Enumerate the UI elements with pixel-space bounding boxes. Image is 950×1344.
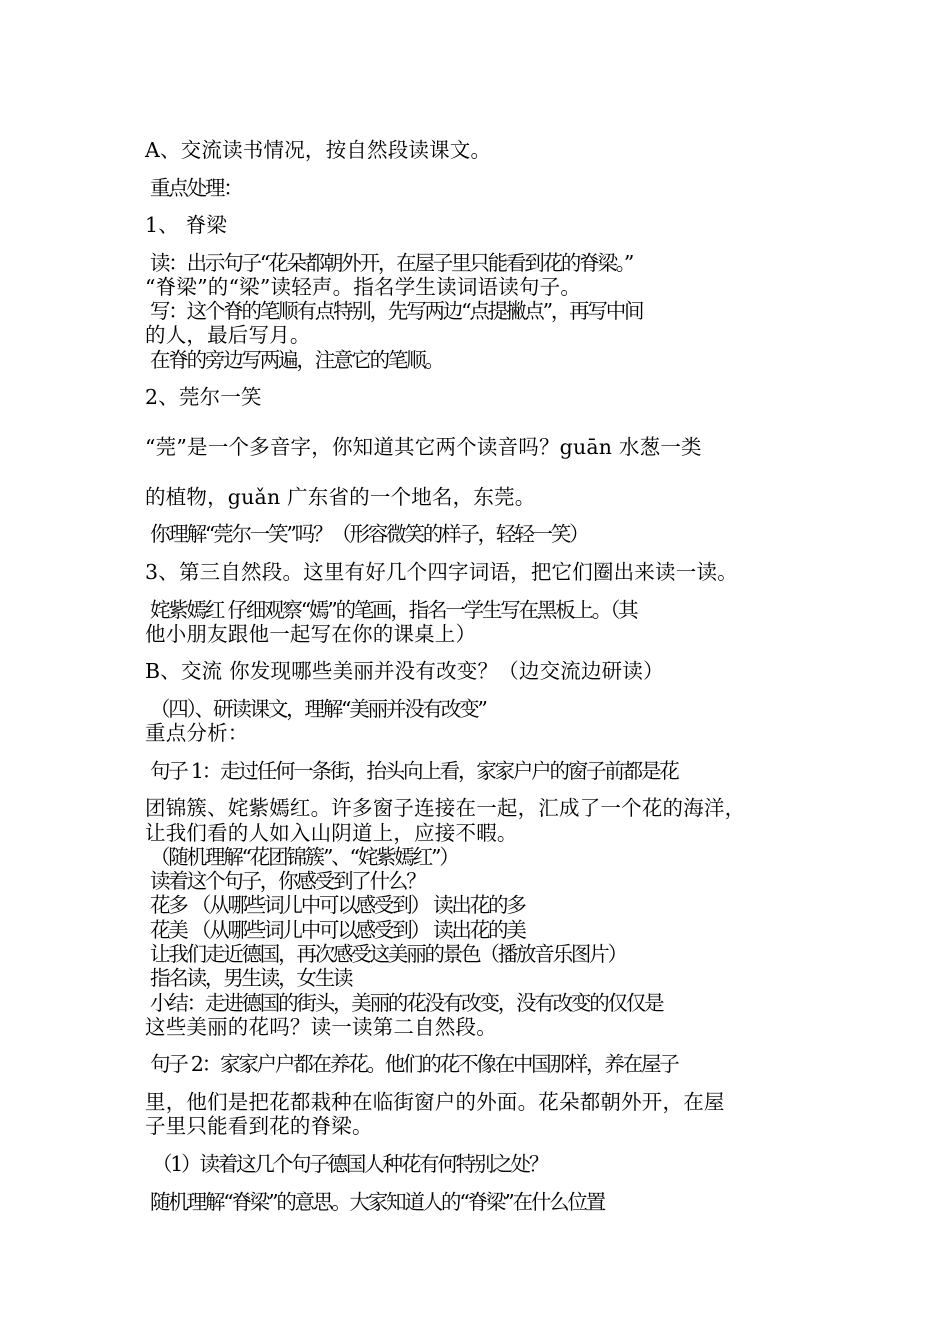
text-line: B、交流 你发现哪些美丽并没有改变？（边交流边研读） [145, 659, 664, 683]
text-line: 这些美丽的花吗？读一读第二自然段。 [145, 1015, 497, 1039]
text-line: “莞”是一个多音字，你知道其它两个读音吗？guān 水葱一类 [145, 435, 702, 459]
text-line: （随机理解“花团锦簇”、“姹紫嫣红”） [150, 845, 458, 869]
text-line: 1、 脊梁 [145, 213, 228, 237]
text-line: 小结：走进德国的街头，美丽的花没有改变，没有改变的仅仅是 [150, 991, 663, 1015]
text-line: 让我们走近德国，再次感受这美丽的景色（播放音乐图片） [150, 942, 626, 966]
text-line: A、交流读书情况，按自然段读课文。 [145, 138, 492, 162]
text-line: 花美 （从哪些词儿中可以感受到） 读出花的美 [150, 918, 525, 942]
text-line: 团锦簇、姹紫嫣红。许多窗子连接在一起，汇成了一个花的海洋， [145, 796, 746, 820]
text-line: 你理解“莞尔一笑”吗？（形容微笑的样子，轻轻一笑） [150, 522, 588, 546]
text-line: 他小朋友跟他一起写在你的课桌上） [145, 622, 477, 646]
text-line: 姹紫嫣红 仔细观察“嫣”的笔画，指名一学生写在黑板上。（其 [150, 598, 637, 622]
text-line: “脊梁”的“梁”读轻声。指名学生读词语读句子。 [145, 275, 582, 299]
text-line: 读：出示句子“花朵都朝外开，在屋子里只能看到花的脊梁。” [150, 251, 633, 275]
text-line: 写：这个脊的笔顺有点特别，先写两边“点提撇点”，再写中间 [150, 299, 643, 323]
text-line: （1）读着这几个句子德国人种花有何特别之处？ [152, 1152, 548, 1176]
text-line: 读着这个句子，你感受到了什么？ [150, 869, 425, 893]
text-line: 花多 （从哪些词儿中可以感受到） 读出花的多 [150, 893, 525, 917]
text-line: 里，他们是把花都栽种在临街窗户的外面。花朵都朝外开，在屋 [145, 1090, 725, 1114]
text-line: 句子 2：家家户户都在养花。他们的花不像在中国那样，养在屋子 [150, 1052, 678, 1076]
text-line: 3、第三自然段。这里有好几个四字词语，把它们圈出来读一读。 [145, 560, 738, 584]
text-line: 在脊的旁边写两遍，注意它的笔顺。 [150, 348, 443, 372]
text-line: 子里只能看到花的脊梁。 [145, 1114, 373, 1138]
text-line: 重点分析： [145, 721, 249, 745]
text-line: 句子 1：走过任何一条街，抬头向上看，家家户户的窗子前都是花 [150, 759, 678, 783]
text-line: 2、莞尔一笑 [145, 385, 262, 409]
text-line: 让我们看的人如入山阴道上，应接不暇。 [145, 821, 518, 845]
text-line: 的人，最后写月。 [145, 323, 311, 347]
text-line: （四）、研读课文，理解“美丽并没有改变” [150, 697, 486, 721]
text-line: 指名读，男生读，女生读 [150, 966, 352, 990]
text-line: 的植物，guǎn 广东省的一个地名，东莞。 [145, 485, 536, 509]
text-line: 随机理解“脊梁”的意思。大家知道人的“脊梁”在什么位置 [150, 1190, 605, 1214]
text-line: 重点处理： [150, 176, 242, 200]
